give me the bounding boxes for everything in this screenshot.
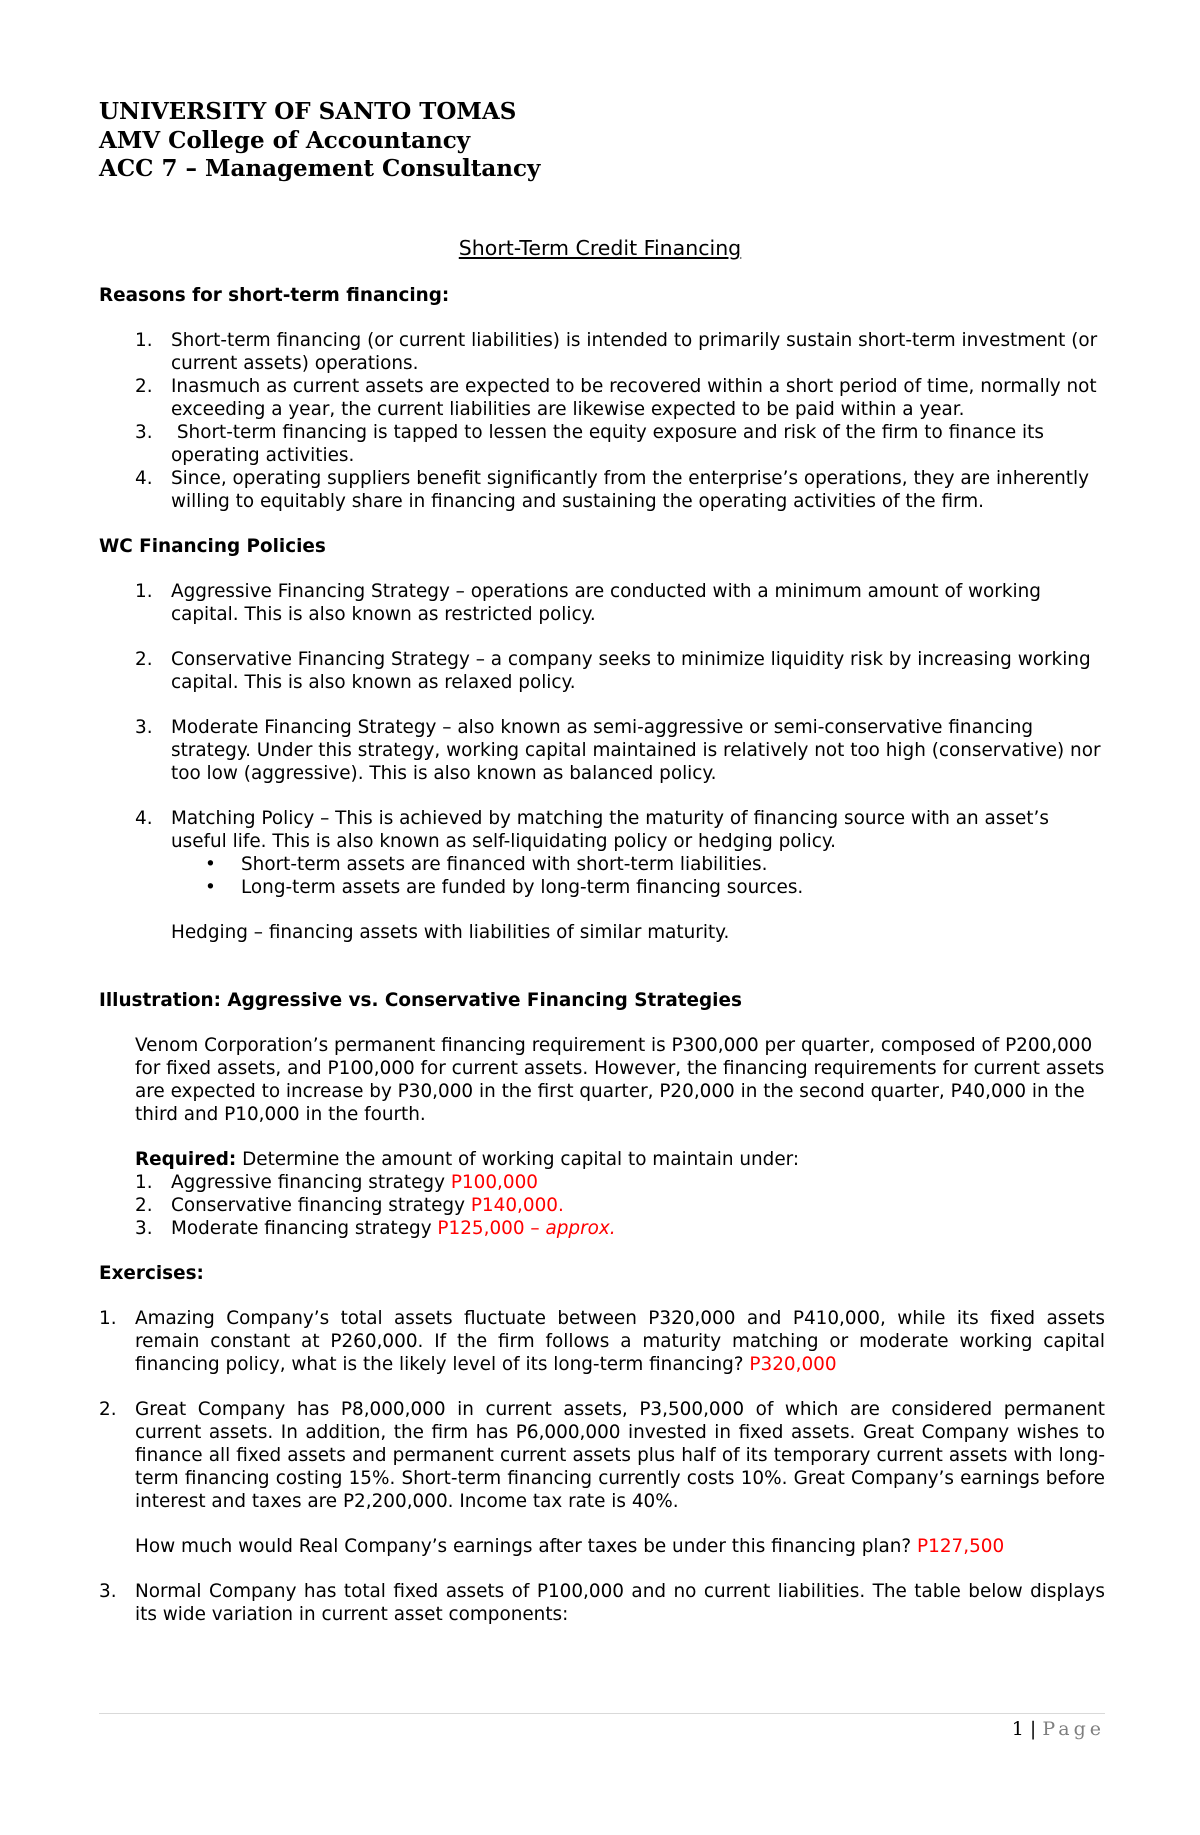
page-title: Short-Term Credit Financing (458, 236, 742, 260)
policies-list (99, 580, 1105, 899)
matching-bullets (99, 853, 1105, 899)
exercise-item: 2. Great Company has P8,000,000 in current assets, P3,500,000 of which are considered permanent current assets. In addition, the firm has P6,000,000 invested in fixed assets. Great Company wishes to finance all fixed assets and permanent current assets plus half of its temporary current assets with long-term financing costing 15%. Short-term financing currently costs 10%. Great Company’s earnings before interest and taxes are P2,200,000. Income tax rate is 40%. How much would Real Company’s earnings after taxes be under this financing plan? P127,500 (99, 1399, 1105, 1557)
page-footer (1012, 1718, 1105, 1740)
answer-value: P127,500 (917, 1536, 1005, 1557)
reasons-heading: Reasons for short-term financing: (99, 285, 450, 306)
exercise-item: 3. Normal Company has total fixed assets of P100,000 and no current liabilities. The table below displays its wide variation in current asset components: (99, 1581, 1105, 1625)
exercise-question: How much would Real Company’s earnings after taxes be under this financing plan? P127,500 (135, 1536, 1005, 1557)
page-label: Page (1042, 1718, 1105, 1740)
course-name: ACC 7 – Management Consultancy (99, 155, 541, 182)
list-item: 2. Conservative Financing Strategy – a company seeks to minimize liquidity risk by increasing working capital. This is also known as relaxed policy. (135, 649, 1091, 693)
list-item: 4. Since, operating suppliers benefit significantly from the enterprise’s operations, they are inherently willing to equitably share in financing and sustaining the operating activities of the firm. (135, 468, 1090, 512)
list-item: 3. Moderate Financing Strategy – also known as semi-aggressive or semi-conservative financing strategy. Under this strategy, working capital maintained is relatively not too high (conservative) nor too low (aggressive). This is also known as balanced policy. (135, 717, 1101, 784)
bullet-item: • Short-term assets are financed with short-term liabilities. (205, 854, 768, 875)
required-text: Determine the amount of working capital to maintain under: (236, 1149, 800, 1170)
page-number: 1 (1011, 1718, 1024, 1740)
required-label: Required: (135, 1149, 237, 1170)
answer-value: P320,000 (749, 1354, 837, 1375)
list-item: 1. Short-term financing (or current liabilities) is intended to primarily sustain short-term investment (or current assets) operations. (135, 330, 1098, 374)
bullet-item: • Long-term assets are funded by long-term financing sources. (205, 877, 804, 898)
answer-value: P125,000 – (437, 1218, 546, 1239)
answer-value: P140,000. (470, 1195, 564, 1216)
footer-divider (99, 1713, 1105, 1714)
answer-value: P100,000 (450, 1172, 538, 1193)
exercises-heading: Exercises: (99, 1263, 204, 1284)
list-item: 3. Moderate financing strategy P125,000 – approx. (135, 1218, 616, 1239)
exercise-item: 1. Amazing Company’s total assets fluctuate between P320,000 and P410,000, while its fixed assets remain constant at P260,000. If the firm follows a maturity matching or moderate working capital financing policy, what is the likely level of its long-term financing? P320,000 (99, 1308, 1105, 1375)
list-item: 2. Inasmuch as current assets are expected to be recovered within a short period of time, normally not exceeding a year, the current liabilities are likewise expected to be paid within a year. (135, 376, 1097, 420)
illustration-body: Venom Corporation’s permanent financing requirement is P300,000 per quarter, composed of P200,000 for fixed assets, and P100,000 for current assets. However, the financing requirements for current assets are expected to increase by P30,000 in the first quarter, P20,000 in the second quarter, P40,000 in the third and P10,000 in the fourth. (135, 1035, 1105, 1125)
university-name: UNIVERSITY OF SANTO TOMAS (99, 98, 517, 125)
exercises-list (99, 1307, 1105, 1626)
document-body (99, 284, 1105, 1626)
list-item: 2. Conservative financing strategy P140,000. (135, 1195, 564, 1216)
footer-separator: | (1029, 1718, 1037, 1740)
policies-heading: WC Financing Policies (99, 536, 326, 557)
list-item: 4. Matching Policy – This is achieved by matching the maturity of financing source with an asset’s useful life. This is also known as self-liquidating policy or hedging policy. • Short-term assets are financed with short-term liabilities. • Long-term assets are funded by long-term financing sources. (99, 807, 1105, 899)
hedging-definition: Hedging – financing assets with liabilities of similar maturity. (171, 922, 730, 943)
answer-note: approx. (545, 1218, 616, 1239)
reasons-list (99, 329, 1105, 513)
required-line (99, 1148, 1105, 1171)
list-item: 1. Aggressive financing strategy P100,000 (135, 1172, 538, 1193)
college-name: AMV College of Accountancy (99, 126, 471, 154)
illustration-heading: Illustration: Aggressive vs. Conservative Financing Strategies (99, 990, 742, 1011)
list-item: 3. Short-term financing is tapped to lessen the equity exposure and risk of the firm to finance its operating activities. (135, 422, 1050, 466)
document-header (99, 98, 540, 184)
list-item: 1. Aggressive Financing Strategy – operations are conducted with a minimum amount of working capital. This is also known as restricted policy. (135, 581, 1041, 625)
required-answers (99, 1171, 1105, 1240)
